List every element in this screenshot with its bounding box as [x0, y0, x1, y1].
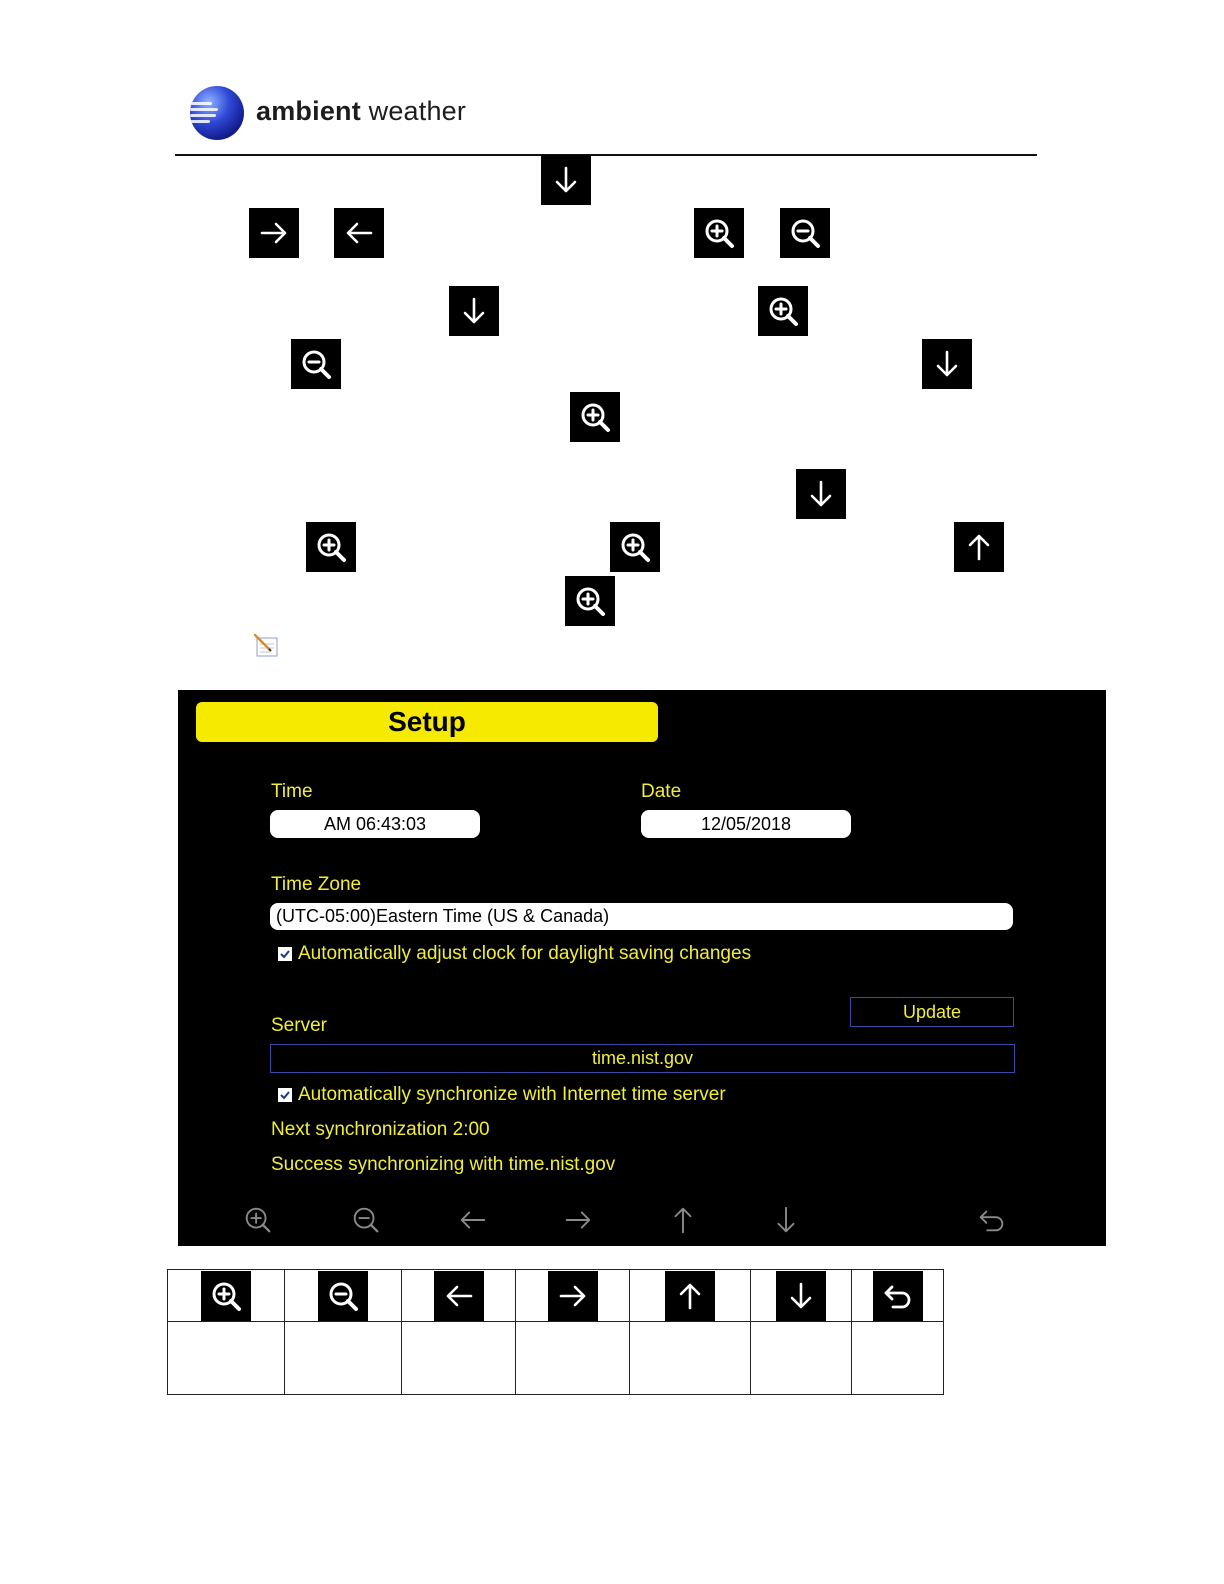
brand-name — [256, 96, 466, 127]
key-description-cell — [516, 1322, 630, 1395]
arrow-right-icon[interactable] — [562, 1204, 594, 1236]
back-icon — [873, 1271, 923, 1321]
sync-checkbox-label: Automatically synchronize with Internet time server — [298, 1084, 726, 1105]
zoom-in-icon — [610, 522, 660, 572]
key-cell-up — [630, 1270, 751, 1322]
zoom-out-icon — [780, 208, 830, 258]
arrow-down-icon — [922, 339, 972, 389]
brand-name-light: weather — [368, 96, 467, 126]
key-description-cell — [168, 1322, 285, 1395]
key-description-cell — [751, 1322, 852, 1395]
arrow-left-icon — [434, 1271, 484, 1321]
arrow-left-icon — [334, 208, 384, 258]
key-description-cell — [285, 1322, 402, 1395]
server-label: Server — [271, 1015, 327, 1036]
zoom-in-icon — [758, 286, 808, 336]
key-table-icon-row — [168, 1270, 944, 1322]
zoom-in-icon — [306, 522, 356, 572]
key-table — [167, 1269, 944, 1395]
time-zone-select[interactable]: (UTC-05:00)Eastern Time (US & Canada) — [270, 903, 1013, 930]
key-cell-zoom-out — [285, 1270, 402, 1322]
arrow-up-icon — [954, 522, 1004, 572]
sync-status-text: Success synchronizing with time.nist.gov — [271, 1154, 616, 1175]
zoom-out-icon[interactable] — [350, 1204, 382, 1236]
back-icon[interactable] — [976, 1204, 1008, 1236]
key-cell-down — [751, 1270, 852, 1322]
dst-checkbox[interactable] — [278, 947, 292, 961]
setup-screen — [178, 690, 1106, 1246]
zoom-in-icon[interactable] — [242, 1204, 274, 1236]
arrow-down-icon — [796, 469, 846, 519]
arrow-right-icon — [548, 1271, 598, 1321]
note-icon — [252, 632, 280, 660]
time-field[interactable]: AM 06:43:03 — [270, 810, 480, 838]
key-table-description-row — [168, 1322, 944, 1395]
key-cell-right — [516, 1270, 630, 1322]
arrow-up-icon — [665, 1271, 715, 1321]
arrow-down-icon — [541, 155, 591, 205]
key-cell-left — [402, 1270, 516, 1322]
key-cell-zoom-in — [168, 1270, 285, 1322]
key-description-cell — [852, 1322, 944, 1395]
time-zone-label: Time Zone — [271, 874, 362, 895]
zoom-out-icon — [291, 339, 341, 389]
checkmark-icon — [278, 1088, 292, 1102]
dst-checkbox-label: Automatically adjust clock for daylight saving changes — [298, 943, 752, 964]
next-sync-text: Next synchronization 2:00 — [271, 1119, 490, 1140]
key-description-cell — [630, 1322, 751, 1395]
server-field[interactable]: time.nist.gov — [270, 1044, 1015, 1073]
ambient-weather-logo-icon — [190, 86, 244, 140]
arrow-up-icon[interactable] — [667, 1204, 699, 1236]
arrow-right-icon — [249, 208, 299, 258]
time-label: Time — [271, 781, 313, 802]
zoom-in-icon — [570, 392, 620, 442]
header-divider — [175, 154, 1037, 156]
sync-checkbox[interactable] — [278, 1088, 292, 1102]
arrow-down-icon — [776, 1271, 826, 1321]
arrow-left-icon[interactable] — [457, 1204, 489, 1236]
update-button[interactable]: Update — [850, 997, 1014, 1027]
date-label: Date — [641, 781, 682, 802]
date-field[interactable]: 12/05/2018 — [641, 810, 851, 838]
key-description-cell — [402, 1322, 516, 1395]
screen-title: Setup — [196, 702, 658, 742]
brand-name-bold: ambient — [256, 96, 361, 126]
zoom-in-icon — [694, 208, 744, 258]
key-cell-back — [852, 1270, 944, 1322]
zoom-out-icon — [318, 1271, 368, 1321]
arrow-down-icon[interactable] — [770, 1204, 802, 1236]
zoom-in-icon — [201, 1271, 251, 1321]
zoom-in-icon — [565, 576, 615, 626]
checkmark-icon — [278, 947, 292, 961]
arrow-down-icon — [449, 286, 499, 336]
